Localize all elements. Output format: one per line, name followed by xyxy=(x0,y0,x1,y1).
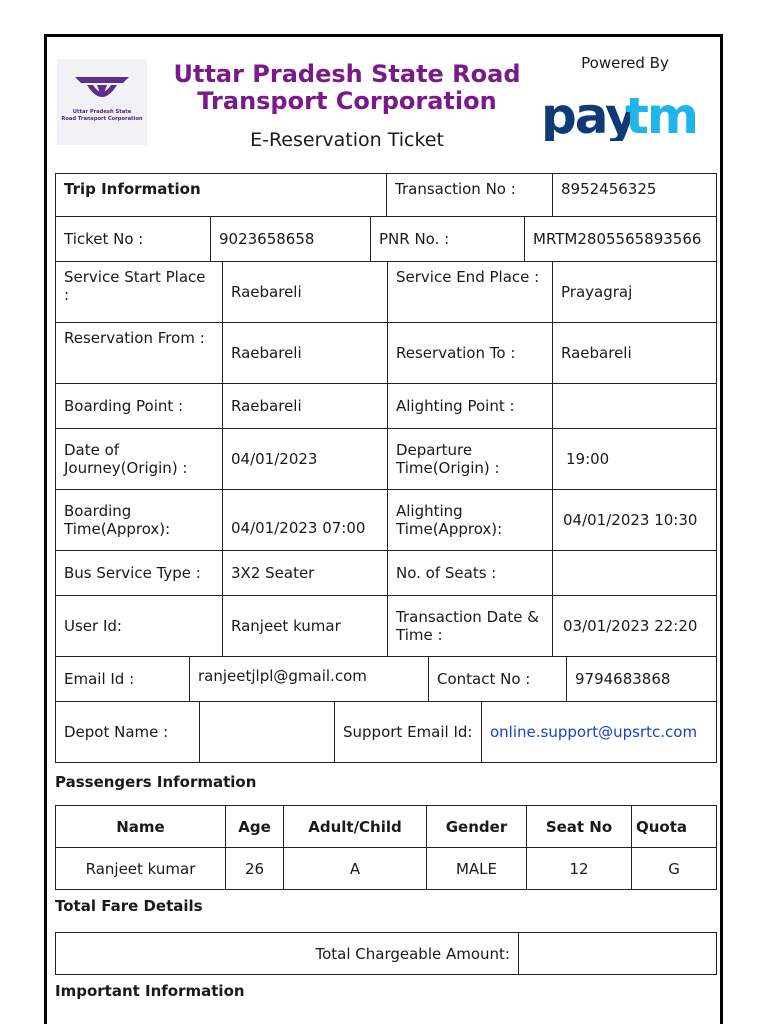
bus-type-value: 3X2 Seater xyxy=(222,550,388,596)
svg-text:tm: tm xyxy=(625,87,698,141)
powered-by-label: Powered By xyxy=(581,54,669,72)
pax-header-name: Name xyxy=(55,805,226,848)
contact-value: 9794683868 xyxy=(566,656,717,702)
service-start-label: Service Start Place : xyxy=(55,261,223,323)
transaction-no-label: Transaction No : xyxy=(386,173,553,217)
boarding-time-value: 04/01/2023 07:00 xyxy=(222,489,388,551)
paytm-logo-icon xyxy=(539,85,709,141)
paytm-logo xyxy=(539,85,709,145)
alighting-point-label: Alighting Point : xyxy=(387,383,553,429)
transaction-no-value: 8952456325 xyxy=(552,173,717,217)
svg-text:pay: pay xyxy=(541,87,636,141)
support-email-link[interactable]: online.support@upsrtc.com xyxy=(481,701,717,763)
pax-cell-quota: G xyxy=(631,847,717,890)
pax-header-seat-no: Seat No xyxy=(526,805,632,848)
support-email-label: Support Email Id: xyxy=(334,701,482,763)
reservation-to-label: Reservation To : xyxy=(387,322,553,384)
user-id-label: User Id: xyxy=(55,595,223,657)
boarding-point-value: Raebareli xyxy=(222,383,388,429)
pax-header-gender: Gender xyxy=(426,805,527,848)
ticket-title: E-Reservation Ticket xyxy=(250,129,444,151)
reservation-from-value: Raebareli xyxy=(222,322,388,384)
reservation-to-value: Raebareli xyxy=(552,322,717,384)
pax-header-adult-child: Adult/Child xyxy=(283,805,427,848)
txn-datetime-label: Transaction Date & Time : xyxy=(387,595,553,657)
upsrtc-emblem-icon xyxy=(71,69,133,109)
reservation-from-label: Reservation From : xyxy=(55,322,223,384)
boarding-time-label: Boarding Time(Approx): xyxy=(55,489,223,551)
alighting-time-value: 04/01/2023 10:30 xyxy=(552,489,717,551)
doj-value: 04/01/2023 xyxy=(222,428,388,490)
service-end-value: Prayagraj xyxy=(552,261,717,323)
email-label: Email Id : xyxy=(55,656,190,702)
pax-cell-age: 26 xyxy=(225,847,284,890)
passengers-heading: Passengers Information xyxy=(55,773,257,791)
logo-text-line2: Road Transport Corporation xyxy=(61,115,143,122)
important-heading: Important Information xyxy=(55,982,245,1000)
alighting-time-label: Alighting Time(Approx): xyxy=(387,489,553,551)
pax-header-quota: Quota xyxy=(631,805,717,848)
pax-header-age: Age xyxy=(225,805,284,848)
depot-value xyxy=(199,701,335,763)
boarding-point-label: Boarding Point : xyxy=(55,383,223,429)
bus-type-label: Bus Service Type : xyxy=(55,550,223,596)
email-value: ranjeetjlpl@gmail.com xyxy=(189,656,429,702)
ticket-no-value: 9023658658 xyxy=(210,216,371,262)
logo-text-line1: Uttar Pradesh State xyxy=(72,109,132,115)
pax-cell-gender: MALE xyxy=(426,847,527,890)
ticket-no-label: Ticket No : xyxy=(55,216,211,262)
depot-label: Depot Name : xyxy=(55,701,200,763)
txn-datetime-value: 03/01/2023 22:20 xyxy=(552,595,717,657)
upsrtc-logo xyxy=(57,59,147,145)
org-title-line2: Transport Corporation xyxy=(197,87,497,115)
fare-heading: Total Fare Details xyxy=(55,897,203,915)
doj-label: Date of Journey(Origin) : xyxy=(55,428,223,490)
pnr-label: PNR No. : xyxy=(370,216,525,262)
pnr-value: MRTM2805565893566 xyxy=(524,216,717,262)
user-id-value: Ranjeet kumar xyxy=(222,595,388,657)
pax-cell-name: Ranjeet kumar xyxy=(55,847,226,890)
total-amount-value xyxy=(518,932,717,975)
org-title xyxy=(157,61,537,115)
total-amount-label: Total Chargeable Amount: xyxy=(55,932,519,975)
org-title-line1: Uttar Pradesh State Road xyxy=(173,60,521,88)
pax-cell-seat-no: 12 xyxy=(526,847,632,890)
ticket-frame xyxy=(44,34,723,1024)
contact-label: Contact No : xyxy=(428,656,567,702)
seats-value xyxy=(552,550,717,596)
departure-label: Departure Time(Origin) : xyxy=(387,428,553,490)
service-start-value: Raebareli xyxy=(222,261,388,323)
trip-info-heading: Trip Information xyxy=(55,173,387,217)
alighting-point-value xyxy=(552,383,717,429)
seats-label: No. of Seats : xyxy=(387,550,553,596)
pax-cell-adult-child: A xyxy=(283,847,427,890)
departure-value: 19:00 xyxy=(552,428,717,490)
service-end-label: Service End Place : xyxy=(387,261,553,323)
